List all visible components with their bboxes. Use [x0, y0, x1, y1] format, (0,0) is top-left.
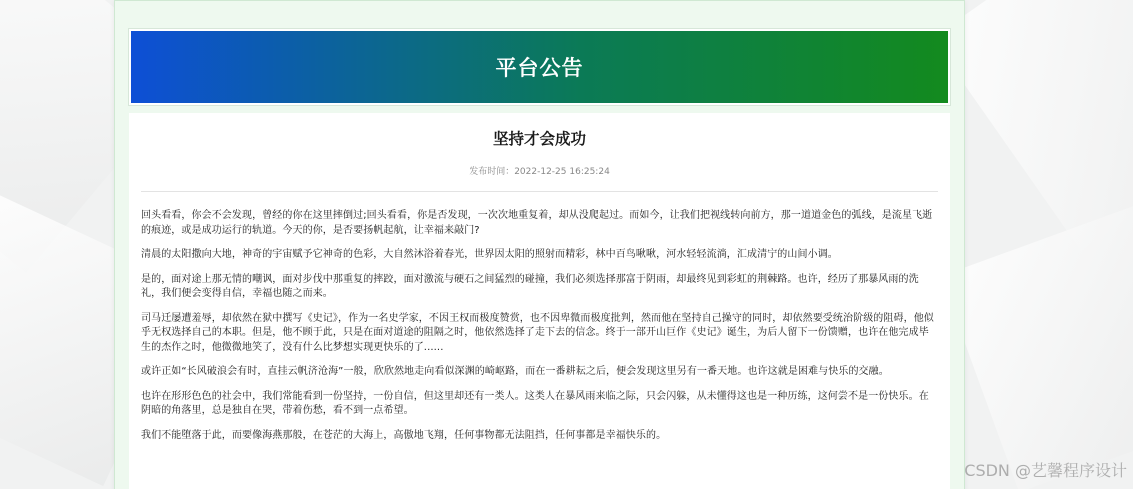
article-title: 坚持才会成功: [492, 130, 586, 148]
watermark: CSDN @艺馨程序设计: [964, 461, 1127, 480]
announcement-card: [114, 0, 965, 489]
article-paragraph: 我们不能堕落于此，而要像海燕那般，在苍茫的大海上，高傲地飞翔，任何事物都无法阻挡，任何事都是幸福快乐的。: [141, 429, 667, 441]
article-paragraph: 回头看看，你会不会发现，曾经的你在这里摔倒过;回头看看，你是否发现，一次次地重复着，却从没爬起过。而如今，让我们把视线转向前方，那一道道金色的弧线，是流星飞逝的痕迹，或是成功运行的轨道。今天的你，是否要扬帆起航，让幸福来敲门?: [141, 210, 933, 236]
article-paragraph: 是的，面对途上那无情的嘲讽，面对步伐中那重复的摔跤，面对激流与硬石之间猛烈的碰撞，我们必须选择那富于阴雨，却最终见到彩虹的荆棘路。也许，经历了那暴风雨的洗礼，我们便会变得自信，幸福也随之而来。: [141, 273, 919, 299]
bg-shape: [941, 198, 1133, 489]
divider: [141, 191, 938, 192]
article-panel: [129, 113, 950, 489]
article-body: [141, 209, 938, 443]
banner-title: 平台公告: [495, 56, 584, 80]
announcement-banner: [129, 29, 950, 105]
article-paragraph: 司马迁屡遭羞辱，却依然在狱中撰写《史记》，作为一名史学家，不因王权而极度赞赏，也不因卑微而极度批判，然而他在坚持自己操守的同时，却依然要受统治阶级的阻碍，他似乎无权选择自己的本职。但是，他不顾于此，只是在面对道途的阻隔之时，他依然选择了走下去的信念。终于一部开山巨作《史记》诞生，为后人留下一份馈赠，也许在他完成毕生的杰作之时，他微微地笑了，没有什么比梦想实现更快乐的了......: [141, 312, 934, 353]
article-paragraph: 清晨的太阳撒向大地，神奇的宇宙赋予它神奇的色彩，大自然沐浴着春光，世界因太阳的照射而精彩，林中百鸟啾啾，河水轻轻流淌，汇成清宁的山间小调。: [141, 249, 838, 260]
publish-time: 发布时间：2022-12-25 16:25:24: [469, 167, 610, 177]
article-paragraph: 也许在形形色色的社会中，我们常能看到一份坚持，一份自信，但这里却还有一类人。这类人在暴风雨来临之际，只会闪躲，从未懂得这也是一种历练，这何尝不是一份快乐。在阴暗的角落里，总是独自在哭，带着伤愁，看不到一点希望。: [141, 390, 929, 416]
article-paragraph: 或许正如“长风破浪会有时，直挂云帆济沧海”一般，欣欣然地走向看似深渊的崎岖路，而在一番耕耘之后，便会发现这里另有一番天地。也许这就是困难与快乐的交融。: [141, 366, 889, 377]
